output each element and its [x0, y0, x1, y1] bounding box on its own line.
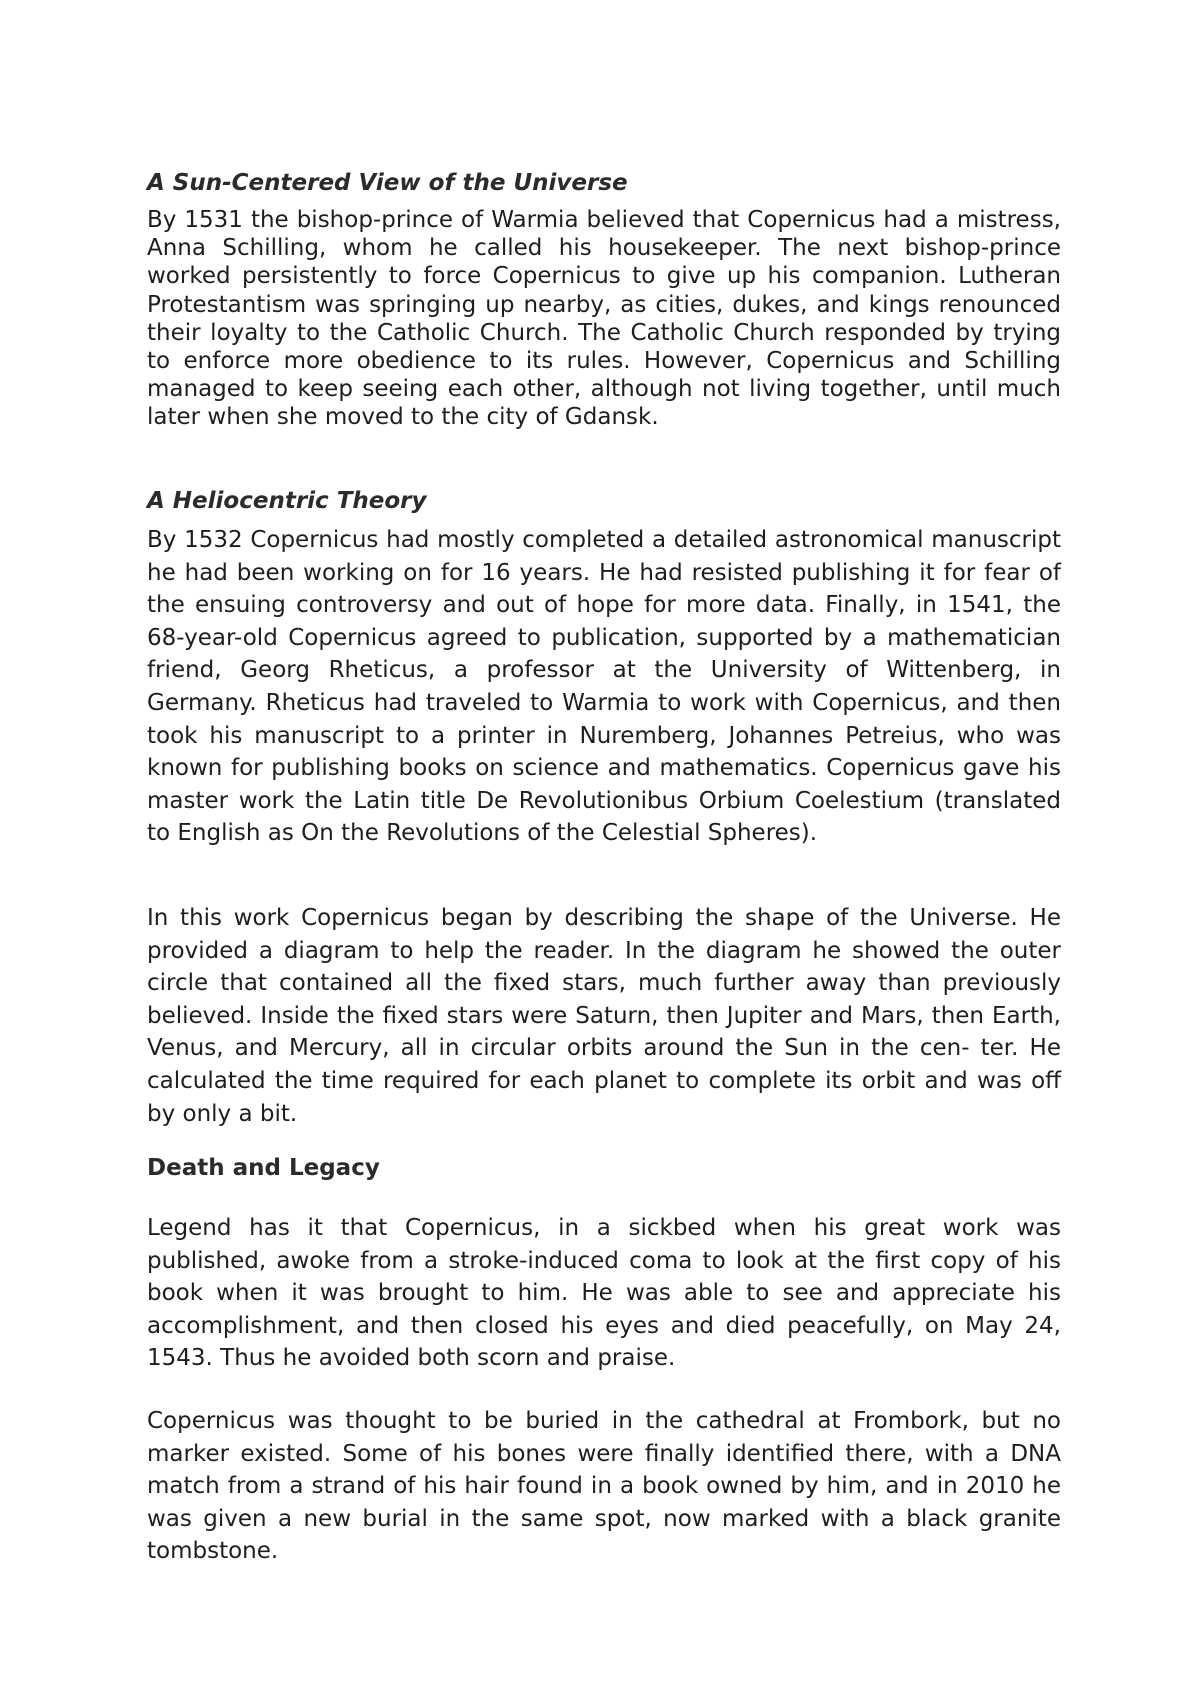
section-heading-death-legacy: Death and Legacy [147, 1155, 380, 1181]
paragraph-burial: Copernicus was thought to be buried in the cathedral at Frombork, but no marker existed. Some of his bones were finally identified there, with a DNA match from a strand of his hair found in a book owned by him, and in 2010 he was given a new burial in the same spot, now marked with a black granite tombstone. [147, 1408, 1061, 1565]
paragraph-manuscript: By 1532 Copernicus had mostly completed a detailed astronomical manuscript he had been working on for 16 years. He had resisted publishing it for fear of the ensuing controversy and out of hope for more data. Finally, in 1541, the 68-year-old Copernicus agreed to publication, supported by a mathematician friend, Georg Rheticus, a professor at the University of Wittenberg, in Germany. Rheticus had traveled to Warmia to work with Copernicus, and then took his manuscript to a printer in Nuremberg, Johannes Petreius, who was known for publishing books on science and mathematics. Copernicus gave his master work the Latin title De Revolutionibus Orbium Coelestium (translated to English as On the Revolutions of the Celestial Spheres). [147, 527, 1061, 847]
paragraph-legend: Legend has it that Copernicus, in a sickbed when his great work was published, awoke from a stroke-induced coma to look at the first copy of his book when it was brought to him. He was able to see and appreciate his accomplishment, and then closed his eyes and died peacefully, on May 24, 1543. Thus he avoided both scorn and praise. [147, 1215, 1061, 1372]
section-heading-heliocentric: A Heliocentric Theory [147, 488, 427, 514]
paragraph-universe-shape: In this work Copernicus began by describing the shape of the Universe. He provided a diagram to help the reader. In the diagram he showed the outer circle that contained all the fixed stars, much further away than previously believed. Inside the fixed stars were Saturn, then Jupiter and Mars, then Earth, Venus, and Mercury, all in circular orbits around the Sun in the cen- ter. He calculated the time required for each planet to complete its orbit and was off by only a bit. [147, 905, 1061, 1127]
section-heading-sun-centered: A Sun-Centered View of the Universe [147, 170, 628, 196]
paragraph-schilling: By 1531 the bishop-prince of Warmia believed that Copernicus had a mistress, Anna Schilling, whom he called his housekeeper. The next bishop-prince worked persistently to force Copernicus to give up his companion. Lutheran Protestantism was springing up nearby, as cities, dukes, and kings renounced their loyalty to the Catholic Church. The Catholic Church responded by trying to enforce more obedience to its rules. However, Copernicus and Schilling managed to keep seeing each other, although not living together, until much later when she moved to the city of Gdansk. [147, 207, 1061, 431]
